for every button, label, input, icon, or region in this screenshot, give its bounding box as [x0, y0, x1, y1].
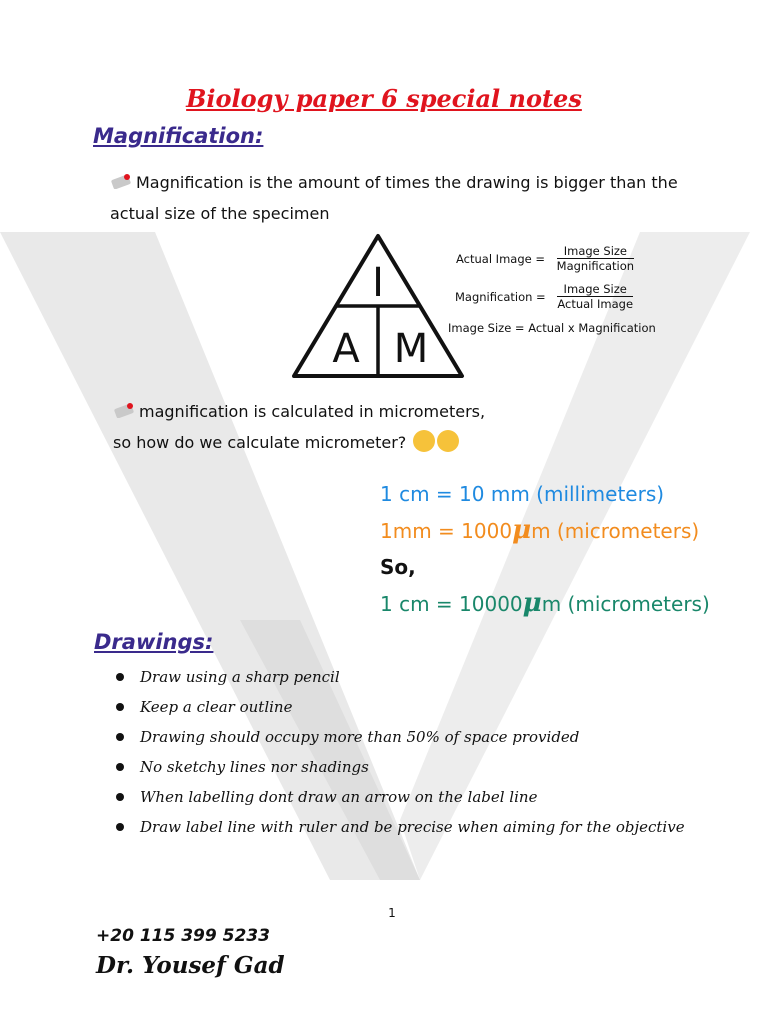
- page-number: 1: [388, 906, 396, 920]
- list-item: No sketchy lines nor shadings: [116, 752, 736, 782]
- bullet: [116, 763, 124, 771]
- bullet: [116, 793, 124, 801]
- magnification-definition: [110, 167, 750, 229]
- unit-conversions: [380, 476, 760, 622]
- conversion-cm-mm: 1 cm = 10 mm (millimeters): [380, 482, 665, 506]
- conversion-cm-um: 1 cm = 10000μm (micrometers): [380, 588, 710, 618]
- iam-triangle: [290, 232, 466, 380]
- list-item: Draw label line with ruler and be precise when aiming for the objective: [116, 812, 736, 842]
- page-title: Biology paper 6 special notes: [186, 84, 582, 113]
- list-item: Draw using a sharp pencil: [116, 662, 736, 692]
- micrometer-note: [113, 396, 673, 458]
- list-item: Drawing should occupy more than 50% of space provided: [116, 722, 736, 752]
- conversion-mm-um: 1mm = 1000μm (micrometers): [380, 515, 700, 545]
- list-item: When labelling dont draw an arrow on the label line: [116, 782, 736, 812]
- formula-image-size: Image Size = Actual x Magnification: [448, 321, 656, 335]
- pin-icon: [110, 173, 132, 189]
- definition-line-1: Magnification is the amount of times the drawing is bigger than the: [136, 173, 678, 192]
- thinking-face-icon: [437, 430, 459, 452]
- bullet: [116, 823, 124, 831]
- drawings-heading: Drawings:: [94, 630, 214, 654]
- triangle-letter-i: I: [372, 260, 384, 306]
- triangle-letter-m: M: [393, 326, 429, 372]
- bullet: [116, 673, 124, 681]
- formula-magnification: Magnification = $\frac{\text{Image Size}}{\text{Actual Image}}$: [455, 282, 634, 311]
- author-name: Dr. Yousef Gad: [96, 952, 285, 979]
- formula-actual-image: Actual Image = $\frac{\text{Image Size}}{\text{Magnification}}$: [456, 244, 635, 273]
- conversion-so: So,: [380, 555, 416, 579]
- bullet: [116, 733, 124, 741]
- fraction: $\frac{\text{Image Size}}{\text{Actual Image}}$: [557, 282, 634, 311]
- definition-line-2: actual size of the specimen: [110, 204, 330, 223]
- list-item: Keep a clear outline: [116, 692, 736, 722]
- phone-number: +20 115 399 5233: [96, 926, 270, 946]
- drawings-list: [116, 662, 736, 842]
- pin-icon: [113, 402, 135, 418]
- fraction: $\frac{\text{Image Size}}{\text{Magnification}}$: [556, 244, 635, 273]
- note-line-1: magnification is calculated in micrometers,: [139, 402, 486, 421]
- magnification-heading: Magnification:: [93, 124, 264, 148]
- triangle-letter-a: A: [332, 326, 360, 372]
- bullet: [116, 703, 124, 711]
- thinking-face-icon: [413, 430, 435, 452]
- note-line-2: so how do we calculate micrometer?: [113, 433, 407, 452]
